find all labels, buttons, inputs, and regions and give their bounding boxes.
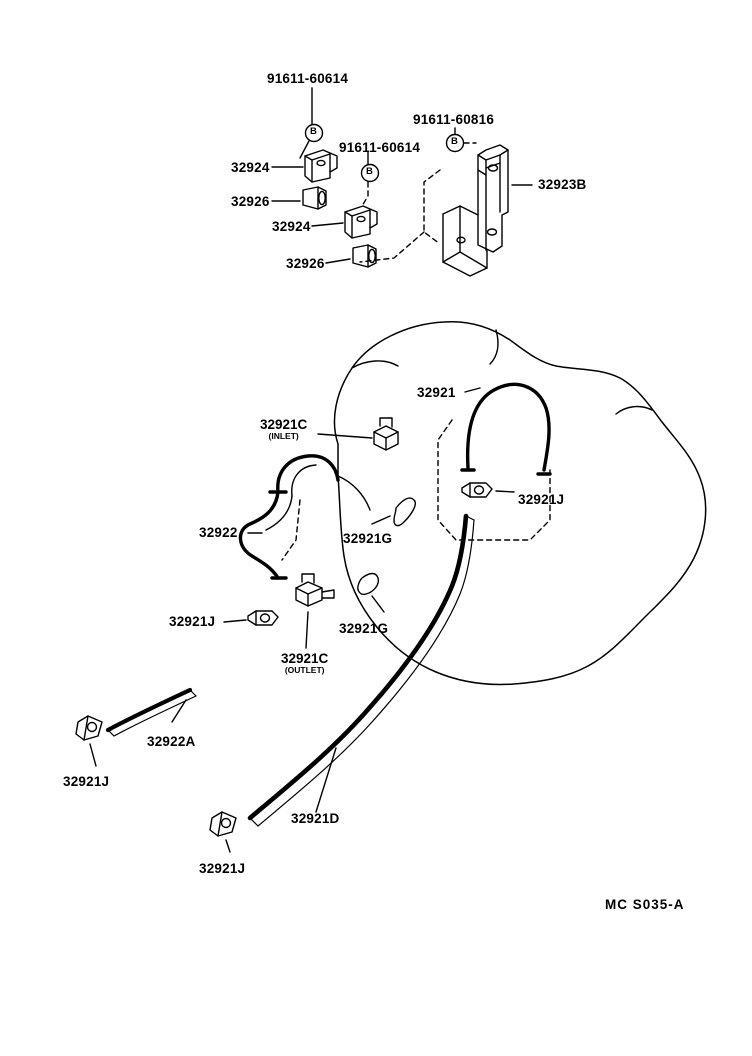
callout-91611-60614-second: 91611-60614 <box>339 140 421 155</box>
callout-32921C-outlet <box>281 652 328 674</box>
part-32923B-foot-hole <box>457 237 465 243</box>
part-32921G-upper <box>394 498 415 526</box>
housing-detail <box>338 476 370 510</box>
callout-32922A: 32922A <box>147 734 196 749</box>
callout-32921J-right: 32921J <box>518 492 565 507</box>
assembly-dash <box>424 170 440 244</box>
leader-line <box>226 840 230 852</box>
hose-end <box>108 730 114 736</box>
part-32924-lower-hole <box>357 216 365 221</box>
clamp-hole <box>88 723 97 732</box>
part-32922A-edge <box>114 696 196 736</box>
bolt-marker-b-3: B <box>451 136 459 147</box>
callout-32924-lower: 32924 <box>272 219 311 234</box>
part-32926-upper <box>303 187 326 209</box>
callout-32921J-left: 32921J <box>63 774 110 789</box>
part-32922-hose-bottom <box>240 492 278 578</box>
leader-line <box>90 744 96 766</box>
part-32923B-edge <box>478 155 486 250</box>
housing-detail <box>490 330 498 364</box>
leader-line <box>224 620 246 622</box>
part-32921J-clamp-mid <box>248 611 278 625</box>
part-32922-detail <box>292 465 316 496</box>
part-32923B-foot <box>443 214 487 276</box>
callout-32921: 32921 <box>417 385 456 400</box>
bolt-marker-b-1: B <box>310 126 318 137</box>
assembly-dash <box>360 232 424 262</box>
figure-code: MC S035-A <box>605 897 685 912</box>
part-32923B <box>478 145 508 252</box>
part-32921J-clamp <box>462 483 492 497</box>
callout-32926-lower: 32926 <box>286 256 325 271</box>
part-32926-lower <box>353 245 376 267</box>
callout-32921G-upper: 32921G <box>343 531 393 546</box>
leader-line <box>372 596 384 612</box>
callout-32921J-mid: 32921J <box>169 614 216 629</box>
clamp-hole <box>475 486 484 494</box>
callout-32921C-inlet <box>260 418 307 440</box>
callout-32923B: 32923B <box>538 177 587 192</box>
callout-91611-60816: 91611-60816 <box>413 112 495 127</box>
part-32922A-hose <box>108 690 190 730</box>
leader-line <box>312 223 343 226</box>
callout-32921J-bottom: 32921J <box>199 861 246 876</box>
fitting-detail <box>374 432 398 438</box>
part-32923B-hole <box>488 229 497 235</box>
assembly-dash <box>438 420 550 540</box>
part-32921G-lower <box>358 574 379 595</box>
part-32921-hose <box>468 384 549 470</box>
housing-detail <box>616 407 652 414</box>
bolt-marker-b-2: B <box>366 166 374 177</box>
part-32926-upper-hole <box>319 191 325 204</box>
part-32924-upper-hole <box>317 160 325 165</box>
part-32923B-rib <box>478 170 486 175</box>
hose-end <box>190 690 196 696</box>
part-32921J-clamp-bottom <box>210 812 236 836</box>
assembly-dash <box>282 500 300 560</box>
clamp-hole <box>222 819 231 828</box>
callout-32922: 32922 <box>199 525 238 540</box>
assembly-dash <box>362 182 368 206</box>
part-32923B-edge <box>500 150 508 155</box>
leader-line <box>172 700 186 722</box>
fitting-detail <box>296 588 322 594</box>
callout-32921C-outlet-sub: (OUTLET) <box>284 664 325 675</box>
fitting-nozzle <box>322 590 334 598</box>
leader-line <box>326 259 350 263</box>
part-32922-hose-top <box>278 456 338 492</box>
callout-32924-upper: 32924 <box>231 160 270 175</box>
clamp-hole <box>261 614 270 622</box>
leader-line <box>465 388 480 392</box>
leader-line <box>306 612 308 648</box>
leader-line <box>372 516 390 524</box>
callout-32921D: 32921D <box>291 811 340 826</box>
leader-line <box>496 491 514 492</box>
callout-91611-60614-top: 91611-60614 <box>267 71 349 86</box>
part-32921J-clamp-left <box>76 716 102 740</box>
hose-end <box>250 818 258 826</box>
callout-32921G-lower: 32921G <box>339 621 389 636</box>
callout-32926-upper: 32926 <box>231 194 270 209</box>
part-32923B-foot-edge <box>460 252 487 268</box>
callout-32921C-inlet-code: 32921C <box>260 417 308 432</box>
housing-detail <box>352 361 398 368</box>
callout-32921C-inlet-sub: (INLET) <box>268 430 299 441</box>
callout-32921C-outlet-code: 32921C <box>281 651 329 666</box>
part-32923B-foot-edge <box>443 252 460 262</box>
leader-line <box>318 434 372 438</box>
